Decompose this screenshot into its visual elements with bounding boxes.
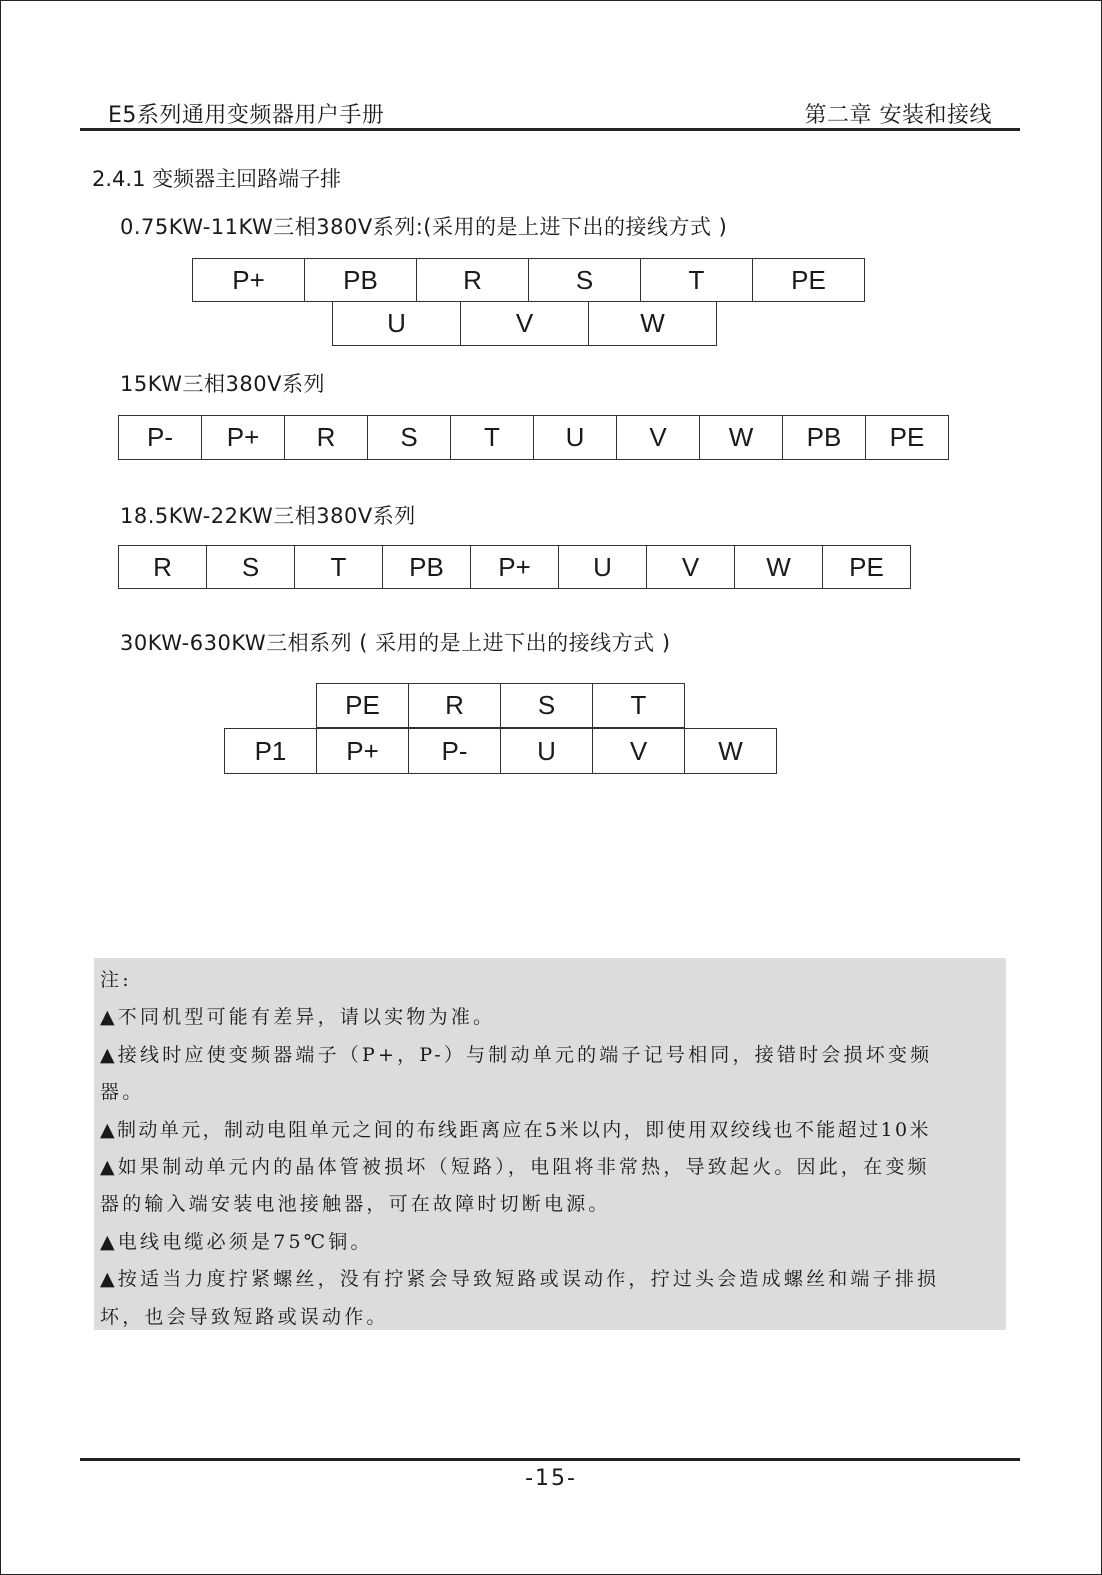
terminal-row-30-630kw-top bbox=[317, 684, 685, 728]
terminal-row-15kw bbox=[119, 416, 949, 460]
terminal-cell: P+ bbox=[316, 728, 409, 774]
terminal-cell: R bbox=[408, 683, 501, 728]
header-rule bbox=[80, 128, 1020, 131]
terminal-cell: T bbox=[294, 545, 383, 589]
terminal-cell: P+ bbox=[201, 415, 285, 460]
terminal-row-18-5-22kw bbox=[119, 546, 911, 589]
caption-15kw: 15KW三相380V系列 bbox=[120, 372, 325, 396]
notes-heading: 注: bbox=[100, 969, 132, 991]
terminal-cell: P- bbox=[118, 415, 202, 460]
terminal-cell: W bbox=[684, 728, 777, 774]
terminal-cell: P1 bbox=[224, 728, 317, 774]
terminal-cell: V bbox=[592, 728, 685, 774]
page-number: -15- bbox=[525, 1466, 577, 1491]
note-line: ▲如果制动单元内的晶体管被损坏（短路），电阻将非常热，导致起火。因此，在变频 bbox=[100, 1155, 930, 1178]
terminal-cell: PB bbox=[304, 258, 417, 302]
terminal-cell: W bbox=[734, 545, 823, 589]
section-title: 2.4.1 变频器主回路端子排 bbox=[92, 167, 342, 191]
terminal-cell: S bbox=[367, 415, 451, 460]
notes-box bbox=[94, 958, 1006, 1330]
note-line: ▲制动单元，制动电阻单元之间的布线距离应在5米以内，即使用双绞线也不能超过10米 bbox=[100, 1118, 931, 1141]
terminal-cell: PE bbox=[752, 258, 865, 302]
footer-rule bbox=[80, 1458, 1020, 1461]
terminal-cell: T bbox=[640, 258, 753, 302]
terminal-row-0-75-11kw-bottom bbox=[333, 302, 717, 346]
terminal-cell: W bbox=[588, 301, 717, 346]
terminal-cell: W bbox=[699, 415, 783, 460]
header-manual-title: E5系列通用变频器用户手册 bbox=[108, 103, 385, 128]
terminal-cell: T bbox=[450, 415, 534, 460]
terminal-cell: V bbox=[616, 415, 700, 460]
terminal-cell: T bbox=[592, 683, 685, 728]
terminal-cell: U bbox=[558, 545, 647, 589]
caption-0-75-11kw: 0.75KW-11KW三相380V系列:(采用的是上进下出的接线方式 ) bbox=[120, 215, 728, 239]
terminal-cell: PB bbox=[382, 545, 471, 589]
terminal-cell: R bbox=[416, 258, 529, 302]
terminal-cell: V bbox=[646, 545, 735, 589]
terminal-cell: R bbox=[118, 545, 207, 589]
terminal-cell: U bbox=[332, 301, 461, 346]
note-line: 器的输入端安装电池接触器，可在故障时切断电源。 bbox=[100, 1193, 611, 1216]
terminal-cell: P+ bbox=[192, 258, 305, 302]
terminal-cell: U bbox=[533, 415, 617, 460]
note-line: 坏，也会导致短路或误动作。 bbox=[100, 1305, 389, 1328]
terminal-row-30-630kw-bottom bbox=[225, 729, 777, 774]
terminal-cell: PE bbox=[865, 415, 949, 460]
caption-18-5-22kw: 18.5KW-22KW三相380V系列 bbox=[120, 504, 416, 528]
terminal-row-0-75-11kw-top bbox=[193, 259, 865, 302]
terminal-cell: U bbox=[500, 728, 593, 774]
terminal-cell: PB bbox=[782, 415, 866, 460]
note-line: ▲不同机型可能有差异，请以实物为准。 bbox=[100, 1006, 496, 1029]
header-chapter-title: 第二章 安装和接线 bbox=[804, 103, 992, 128]
note-line: ▲接线时应使变频器端子（P+，P-）与制动单元的端子记号相同，接错时会损坏变频 bbox=[100, 1043, 933, 1066]
note-line: ▲按适当力度拧紧螺丝，没有拧紧会导致短路或误动作，拧过头会造成螺丝和端子排损 bbox=[100, 1268, 940, 1291]
terminal-cell: R bbox=[284, 415, 368, 460]
caption-30-630kw: 30KW-630KW三相系列 ( 采用的是上进下出的接线方式 ) bbox=[120, 631, 671, 655]
terminal-cell: S bbox=[528, 258, 641, 302]
note-line: 器。 bbox=[100, 1081, 145, 1104]
terminal-cell: PE bbox=[316, 683, 409, 728]
terminal-cell: S bbox=[500, 683, 593, 728]
terminal-cell: PE bbox=[822, 545, 911, 589]
terminal-cell: S bbox=[206, 545, 295, 589]
terminal-cell: P- bbox=[408, 728, 501, 774]
note-line: ▲电线电缆必须是75℃铜。 bbox=[100, 1230, 373, 1253]
terminal-cell: P+ bbox=[470, 545, 559, 589]
terminal-cell: V bbox=[460, 301, 589, 346]
